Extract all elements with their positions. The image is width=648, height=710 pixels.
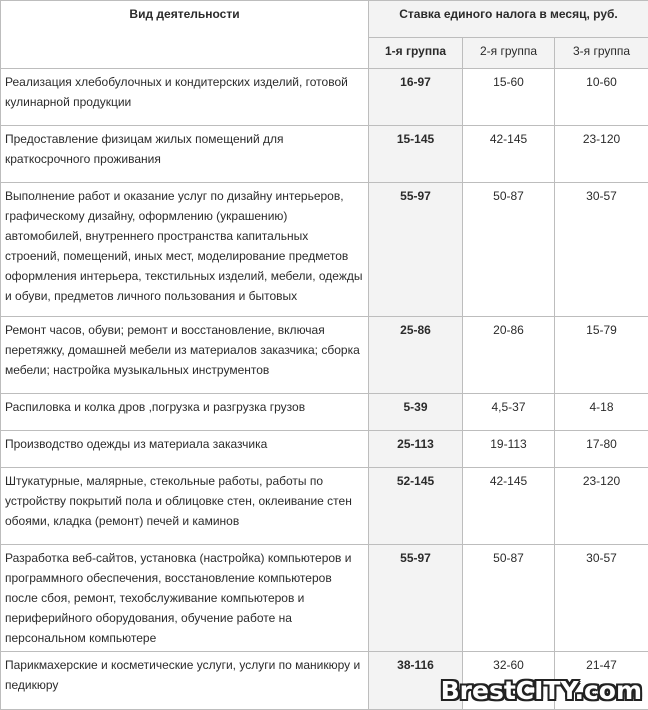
group-3-rate: 15-79 [555, 317, 648, 394]
activity-cell: Ремонт часов, обуви; ремонт и восстановление, включая перетяжку, домашней мебели из материалов заказчика; сборка мебели; настройка музыкальных инструментов [1, 317, 369, 394]
group-2-rate: 15-60 [463, 69, 555, 126]
group-3-rate: 23-120 [555, 126, 648, 183]
group-1-rate: 15-145 [369, 126, 463, 183]
table-row [1, 394, 648, 431]
group-3-rate: 30-57 [555, 545, 648, 652]
group-1-rate: 5-39 [369, 394, 463, 431]
activity-cell: Производство одежды из материала заказчика [1, 431, 369, 468]
table-row [1, 126, 648, 183]
group-2-rate: 19-113 [463, 431, 555, 468]
group-1-rate: 16-97 [369, 69, 463, 126]
group-1-rate: 55-97 [369, 545, 463, 652]
group-2-rate: 32-60 [463, 652, 555, 710]
group-1-rate: 52-145 [369, 468, 463, 545]
group-2-rate: 4,5-37 [463, 394, 555, 431]
header-rate: Ставка единого налога в месяц, руб. [369, 1, 648, 38]
table-row [1, 69, 648, 126]
group-3-rate: 30-57 [555, 183, 648, 317]
group-3-rate: 10-60 [555, 69, 648, 126]
group-1-rate: 25-113 [369, 431, 463, 468]
group-2-rate: 42-145 [463, 126, 555, 183]
table-row [1, 545, 648, 652]
group-2-rate: 50-87 [463, 545, 555, 652]
activity-cell: Разработка веб-сайтов, установка (настройка) компьютеров и программного обеспечения, восстановление компьютеров после сбоя, ремонт, техобслуживание компьютеров и периферийного оборудования, обучение работе на персональном компьютере [1, 545, 369, 652]
table-body [1, 69, 648, 710]
activity-cell: Выполнение работ и оказание услуг по дизайну интерьеров, графическому дизайну, оформлению (украшению) автомобилей, внутреннего пространства капитальных строений, помещений, иных мест, моделирование предметов оформления интерьера, текстильных изделий, мебели, одежды и обуви, предметов личного пользования и бытовых [1, 183, 369, 317]
brestcity-watermark: BrestCITY.com [441, 676, 642, 705]
group-3-rate: 17-80 [555, 431, 648, 468]
header-group-1: 1-я группа [369, 38, 463, 69]
table-row [1, 431, 648, 468]
activity-cell: Парикмахерские и косметические услуги, услуги по маникюру и педикюру [1, 652, 369, 710]
header-group-2: 2-я группа [463, 38, 555, 69]
activity-cell: Распиловка и колка дров ,погрузка и разгрузка грузов [1, 394, 369, 431]
group-2-rate: 20-86 [463, 317, 555, 394]
group-3-rate: 23-120 [555, 468, 648, 545]
group-1-rate: 38-116 [369, 652, 463, 710]
header-activity: Вид деятельности [1, 1, 369, 69]
group-2-rate: 42-145 [463, 468, 555, 545]
group-3-rate: 21-47 [555, 652, 648, 710]
activity-cell: Реализация хлебобулочных и кондитерских изделий, готовой кулинарной продукции [1, 69, 369, 126]
header-group-3: 3-я группа [555, 38, 648, 69]
table-row [1, 468, 648, 545]
group-2-rate: 50-87 [463, 183, 555, 317]
table-row [1, 317, 648, 394]
activity-cell: Штукатурные, малярные, стекольные работы, работы по устройству покрытий пола и облицовке стен, оклеивание стен обоями, кладка (ремонт) печей и каминов [1, 468, 369, 545]
group-1-rate: 55-97 [369, 183, 463, 317]
group-3-rate: 4-18 [555, 394, 648, 431]
group-1-rate: 25-86 [369, 317, 463, 394]
activity-cell: Предоставление физицам жилых помещений для краткосрочного проживания [1, 126, 369, 183]
table-row [1, 183, 648, 317]
